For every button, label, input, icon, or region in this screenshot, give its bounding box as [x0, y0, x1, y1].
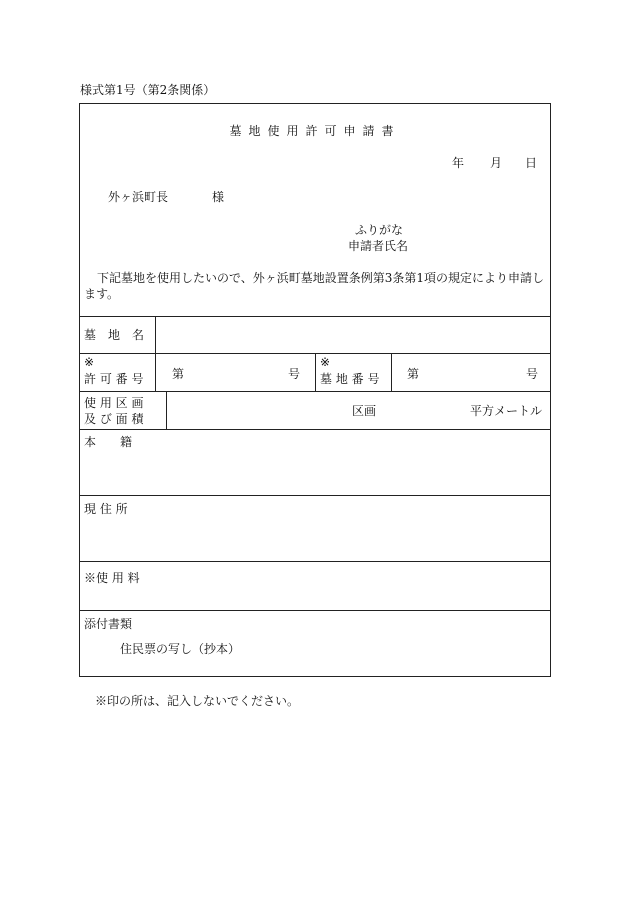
divider	[80, 391, 550, 392]
addressee-name: 外ヶ浜町長	[108, 190, 169, 204]
application-statement: 下記墓地を使用したいので、外ヶ浜町墓地設置条例第3条第1項の規定により申請します。	[84, 271, 545, 301]
permit-asterisk: ※	[84, 355, 95, 369]
address-label: 現 住 所	[84, 502, 128, 516]
divider	[315, 353, 316, 391]
form-number-label: 様式第1号（第2条関係）	[80, 83, 216, 97]
cemetery-name-field[interactable]	[157, 317, 549, 352]
permit-dai-label: 第	[172, 367, 185, 381]
grave-dai-label: 第	[407, 367, 420, 381]
divider	[80, 495, 550, 496]
section-unit-label: 区画	[352, 404, 377, 418]
permit-number-label: 許 可 番 号	[84, 372, 144, 386]
grave-go-label: 号	[526, 367, 539, 381]
application-form	[79, 103, 551, 677]
divider	[80, 429, 550, 430]
date-year-label: 年	[452, 156, 465, 170]
divider	[80, 561, 550, 562]
attachments-label: 添付書類	[84, 617, 133, 631]
use-area-label-line1: 使 用 区 画	[84, 396, 144, 410]
footnote: ※印の所は、記入しないでください。	[95, 694, 300, 708]
date-day-label: 日	[525, 156, 538, 170]
divider	[155, 353, 156, 391]
area-unit-label: 平方メートル	[470, 404, 543, 418]
grave-asterisk: ※	[320, 355, 331, 369]
grave-number-label: 墓 地 番 号	[320, 372, 380, 386]
permit-go-label: 号	[288, 367, 301, 381]
use-area-label-line2: 及 び 面 積	[84, 412, 144, 426]
divider	[166, 391, 167, 429]
divider	[80, 610, 550, 611]
cemetery-name-label: 墓 地 名	[84, 328, 145, 342]
divider	[391, 353, 392, 391]
attachment-item: 住民票の写し（抄本）	[120, 642, 241, 656]
furigana-label: ふりがな	[355, 223, 404, 237]
domicile-label: 本 籍	[84, 435, 133, 449]
usage-fee-label: ※使 用 料	[84, 571, 140, 585]
addressee-honorific: 様	[212, 190, 225, 204]
applicant-name-label: 申請者氏名	[348, 239, 409, 253]
divider	[155, 316, 156, 353]
date-month-label: 月	[490, 156, 503, 170]
form-title: 墓地使用許可申請書	[229, 124, 401, 138]
